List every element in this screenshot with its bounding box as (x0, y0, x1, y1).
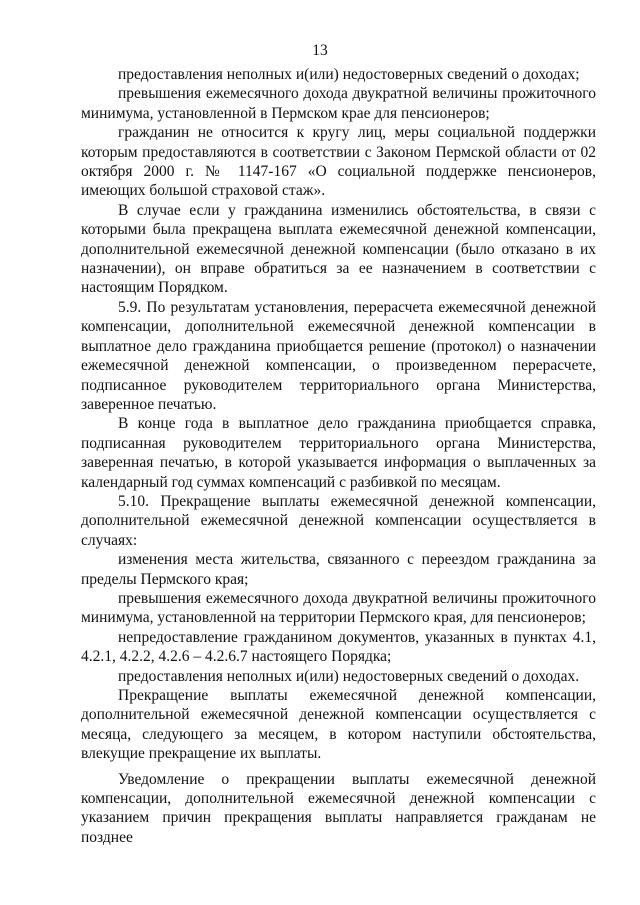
paragraph-circumstances-changed: В случае если у гражданина изменились обстоятельства, в связи с которыми была прекращена выплата ежемесячной денежной компенсации, дополнительной ежемесячной денежной компенсации (было отказано в их назначении), он вправе обратиться за ее назначением в соответствии с настоящим Порядком. (81, 201, 596, 297)
paragraph-section-5-9: 5.9. По результатам установления, перерасчета ежемесячной денежной компенсации, дополнительной ежемесячной денежной компенсации в выплатное дело гражданина приобщается решение (протокол) о назначении ежемесячной денежной компенсации, о произведенном перерасчете, подписанное руководителем территориального органа Министерства, заверенное печатью. (81, 298, 596, 413)
paragraph-termination-notice: Уведомление о прекращении выплаты ежемесячной денежной компенсации, дополнительной ежемесячной денежной компенсации с указанием причин прекращения выплаты направляется гражданам не позднее (81, 770, 596, 846)
page-number: 13 (312, 42, 328, 59)
paragraph-income-excess-territory: превышения ежемесячного дохода двукратной величины прожиточного минимума, установленной на территории Пермского края, для пенсионеров; (81, 589, 596, 627)
paragraph-not-eligible: гражданин не относится к кругу лиц, меры социальной поддержки которым предоставляются в соответствии с Законом Пермской области от 02 октября 2000 г. № 1147-167 «О социальной поддержке пенсионеров, имеющих большой страховой стаж». (81, 124, 596, 200)
paragraph-incomplete-info: предоставления неполных и(или) недостоверных сведений о доходах; (118, 66, 580, 83)
paragraph-incomplete-info-2: предоставления неполных и(или) недостоверных сведений о доходах. (118, 667, 580, 685)
paragraph-relocation: изменения места жительства, связанного с переездом гражданина за пределы Пермского края; (81, 551, 596, 588)
paragraph-termination-month: Прекращение выплаты ежемесячной денежной компенсации, дополнительной ежемесячной денежной компенсации осуществляется с месяца, следующего за месяцем, в котором наступили обстоятельства, влекущие прекращение их выплаты. (81, 687, 596, 763)
paragraph-documents-not-provided: непредоставление гражданином документов, указанных в пунктах 4.1, 4.2.1, 4.2.2, 4.2.6 – 4.2.6.7 настоящего Порядка; (81, 628, 596, 666)
paragraph-income-excess: превышения ежемесячного дохода двукратной величины прожиточного минимума, установленной в Пермском крае для пенсионеров; (81, 85, 596, 122)
paragraph-year-end-certificate: В конце года в выплатное дело гражданина приобщается справка, подписанная руководителем территориального органа Министерства, заверенная печатью, в которой указывается информация о выплаченных за календарный год суммах компенсаций с разбивкой по месяцам. (81, 415, 596, 491)
document-body (81, 65, 596, 847)
paragraph-section-5-10: 5.10. Прекращение выплаты ежемесячной денежной компенсации, дополнительной ежемесячной денежной компенсации осуществляется в случаях: (81, 492, 596, 549)
